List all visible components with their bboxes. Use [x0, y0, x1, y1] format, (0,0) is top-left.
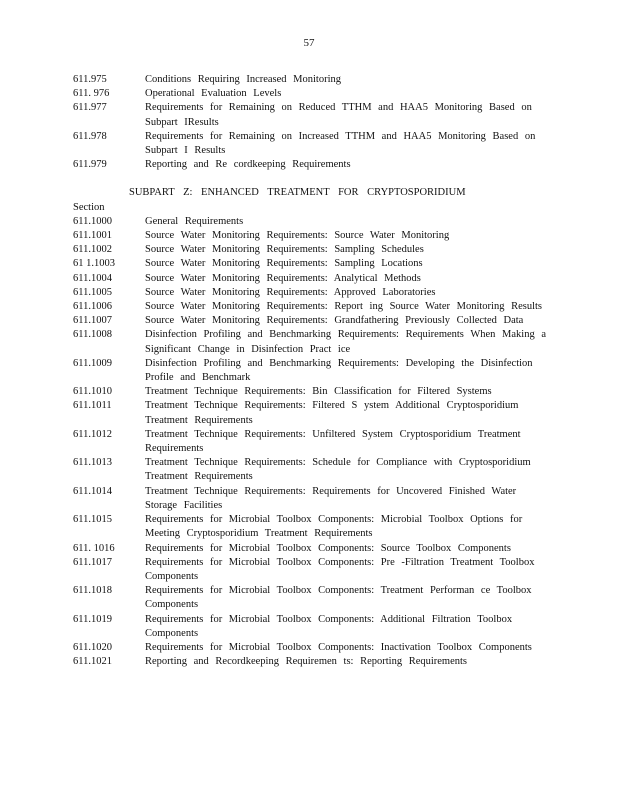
- section-number: 611.1018: [73, 585, 112, 597]
- section-number: 611. 976: [73, 88, 110, 100]
- section-number: 611.1000: [73, 215, 112, 227]
- section-entry: [73, 158, 553, 172]
- section-entry: [73, 229, 553, 243]
- section-number: 611.1014: [73, 485, 112, 497]
- section-number: 611.1002: [73, 244, 112, 256]
- section-title: Requirements for Microbial Toolbox Components: Additional Filtration Toolbox Components: [145, 613, 519, 639]
- section-title: Source Water Monitoring Requirements: Sampling Locations: [145, 258, 423, 270]
- section-number: 611.977: [73, 102, 107, 114]
- section-number: 611.978: [73, 130, 107, 142]
- section-title: Treatment Technique Requirements: Unfiltered System Cryptosporidium Treatment Requirements: [145, 428, 528, 455]
- section-number: 611.1008: [73, 329, 112, 341]
- section-label: Section: [73, 201, 105, 213]
- section-title: Source Water Monitoring Requirements: Grandfathering Previously Collected Data: [145, 315, 524, 327]
- section-number: 611.1015: [73, 514, 112, 526]
- section-title: Requirements for Microbial Toolbox Components: Pre -Filtration Treatment Toolbox Components: [145, 556, 542, 582]
- section-number: 611.1006: [73, 301, 112, 313]
- section-title: General Requirements: [145, 215, 244, 227]
- section-number: 611.1001: [73, 230, 112, 242]
- section-number: 611.1004: [73, 272, 112, 284]
- section-entry: [73, 101, 553, 129]
- section-entry: [73, 613, 553, 641]
- section-title: Treatment Technique Requirements: Requirements for Uncovered Finished Water Storage Facilities: [145, 485, 523, 511]
- section-list-subpart-y: [73, 73, 553, 172]
- section-entry: [73, 300, 553, 314]
- section-number: 611. 1016: [73, 542, 115, 554]
- section-number: 611.1019: [73, 613, 112, 625]
- section-title: Source Water Monitoring Requirements: Approved Laboratories: [145, 286, 436, 298]
- section-list-subpart-z: [73, 215, 553, 670]
- section-entry: [73, 272, 553, 286]
- section-number: 611.1011: [73, 400, 112, 412]
- section-entry: [73, 243, 553, 257]
- section-entry: [73, 556, 553, 584]
- page-number: 57: [303, 37, 315, 49]
- section-number: 611.1020: [73, 641, 112, 653]
- section-number: 611.1017: [73, 556, 112, 568]
- table-of-contents: [73, 73, 553, 669]
- section-number: 611.1021: [73, 656, 112, 668]
- section-entry: [73, 456, 553, 484]
- section-entry: [73, 73, 553, 87]
- section-number: 611.979: [73, 159, 107, 171]
- section-title: Source Water Monitoring Requirements: Sampling Schedules: [145, 244, 424, 256]
- section-title: Reporting and Recordkeeping Requiremen ts: Reporting Requirements: [145, 656, 468, 668]
- section-title: Disinfection Profiling and Benchmarking Requirements: Developing the Disinfection Profile and Benchmark: [145, 357, 540, 384]
- section-title: Treatment Technique Requirements: Bin Classification for Filtered Systems: [145, 386, 492, 398]
- section-entry: [73, 399, 553, 427]
- section-number: 611.1009: [73, 357, 112, 369]
- section-entry: [73, 314, 553, 328]
- section-number: 611.1010: [73, 386, 112, 398]
- section-title: Reporting and Re cordkeeping Requirements: [145, 159, 351, 171]
- section-number: 611.1013: [73, 457, 112, 469]
- section-entry: [73, 257, 553, 271]
- section-number: 611.975: [73, 74, 107, 85]
- section-title: Source Water Monitoring Requirements: Report ing Source Water Monitoring Results: [145, 301, 542, 313]
- section-entry: [73, 87, 553, 101]
- section-number: 611.1012: [73, 428, 112, 440]
- section-title: Source Water Monitoring Requirements: Analytical Methods: [145, 272, 421, 284]
- section-entry: [73, 286, 553, 300]
- section-title: Requirements for Microbial Toolbox Components: Inactivation Toolbox Components: [145, 641, 532, 653]
- section-title: Treatment Technique Requirements: Filtered S ystem Additional Cryptosporidium Treatment Requirements: [145, 400, 525, 426]
- section-entry: [73, 655, 553, 669]
- section-title: Conditions Requiring Increased Monitoring: [145, 74, 342, 85]
- section-title: Treatment Technique Requirements: Schedule for Compliance with Cryptosporidium Treatment Requirements: [145, 457, 538, 483]
- section-entry: [73, 130, 553, 158]
- section-title: Requirements for Remaining on Increased TTHM and HAA5 Monitoring Based on Subpart I Results: [145, 130, 542, 157]
- section-title: Requirements for Microbial Toolbox Components: Source Toolbox Components: [145, 542, 511, 554]
- section-entry: [73, 357, 553, 385]
- section-number: 611.1005: [73, 286, 112, 298]
- section-entry: [73, 485, 553, 513]
- section-title: Requirements for Remaining on Reduced TTHM and HAA5 Monitoring Based on Subpart IResults: [145, 102, 539, 128]
- section-title: Source Water Monitoring Requirements: Source Water Monitoring: [145, 230, 450, 242]
- subpart-heading: SUBPART Z: ENHANCED TREATMENT FOR CRYPTOSPORIDIUM: [129, 187, 466, 199]
- section-entry: [73, 584, 553, 612]
- section-entry: [73, 542, 553, 556]
- section-entry: [73, 215, 553, 229]
- section-number: 61 1.1003: [73, 258, 115, 270]
- section-entry: [73, 385, 553, 399]
- section-number: 611.1007: [73, 315, 112, 327]
- section-title: Requirements for Microbial Toolbox Components: Treatment Performan ce Toolbox Components: [145, 585, 539, 611]
- section-entry: [73, 513, 553, 541]
- section-entry: [73, 428, 553, 456]
- section-title: Disinfection Profiling and Benchmarking Requirements: Requirements When Making a Significant Change in Disinfection Pract ice: [145, 329, 553, 355]
- section-title: Operational Evaluation Levels: [145, 88, 282, 100]
- section-title: Requirements for Microbial Toolbox Components: Microbial Toolbox Options for Meeting Cryptosporidium Treatment Requirements: [145, 514, 529, 540]
- section-entry: [73, 641, 553, 655]
- section-entry: [73, 328, 553, 356]
